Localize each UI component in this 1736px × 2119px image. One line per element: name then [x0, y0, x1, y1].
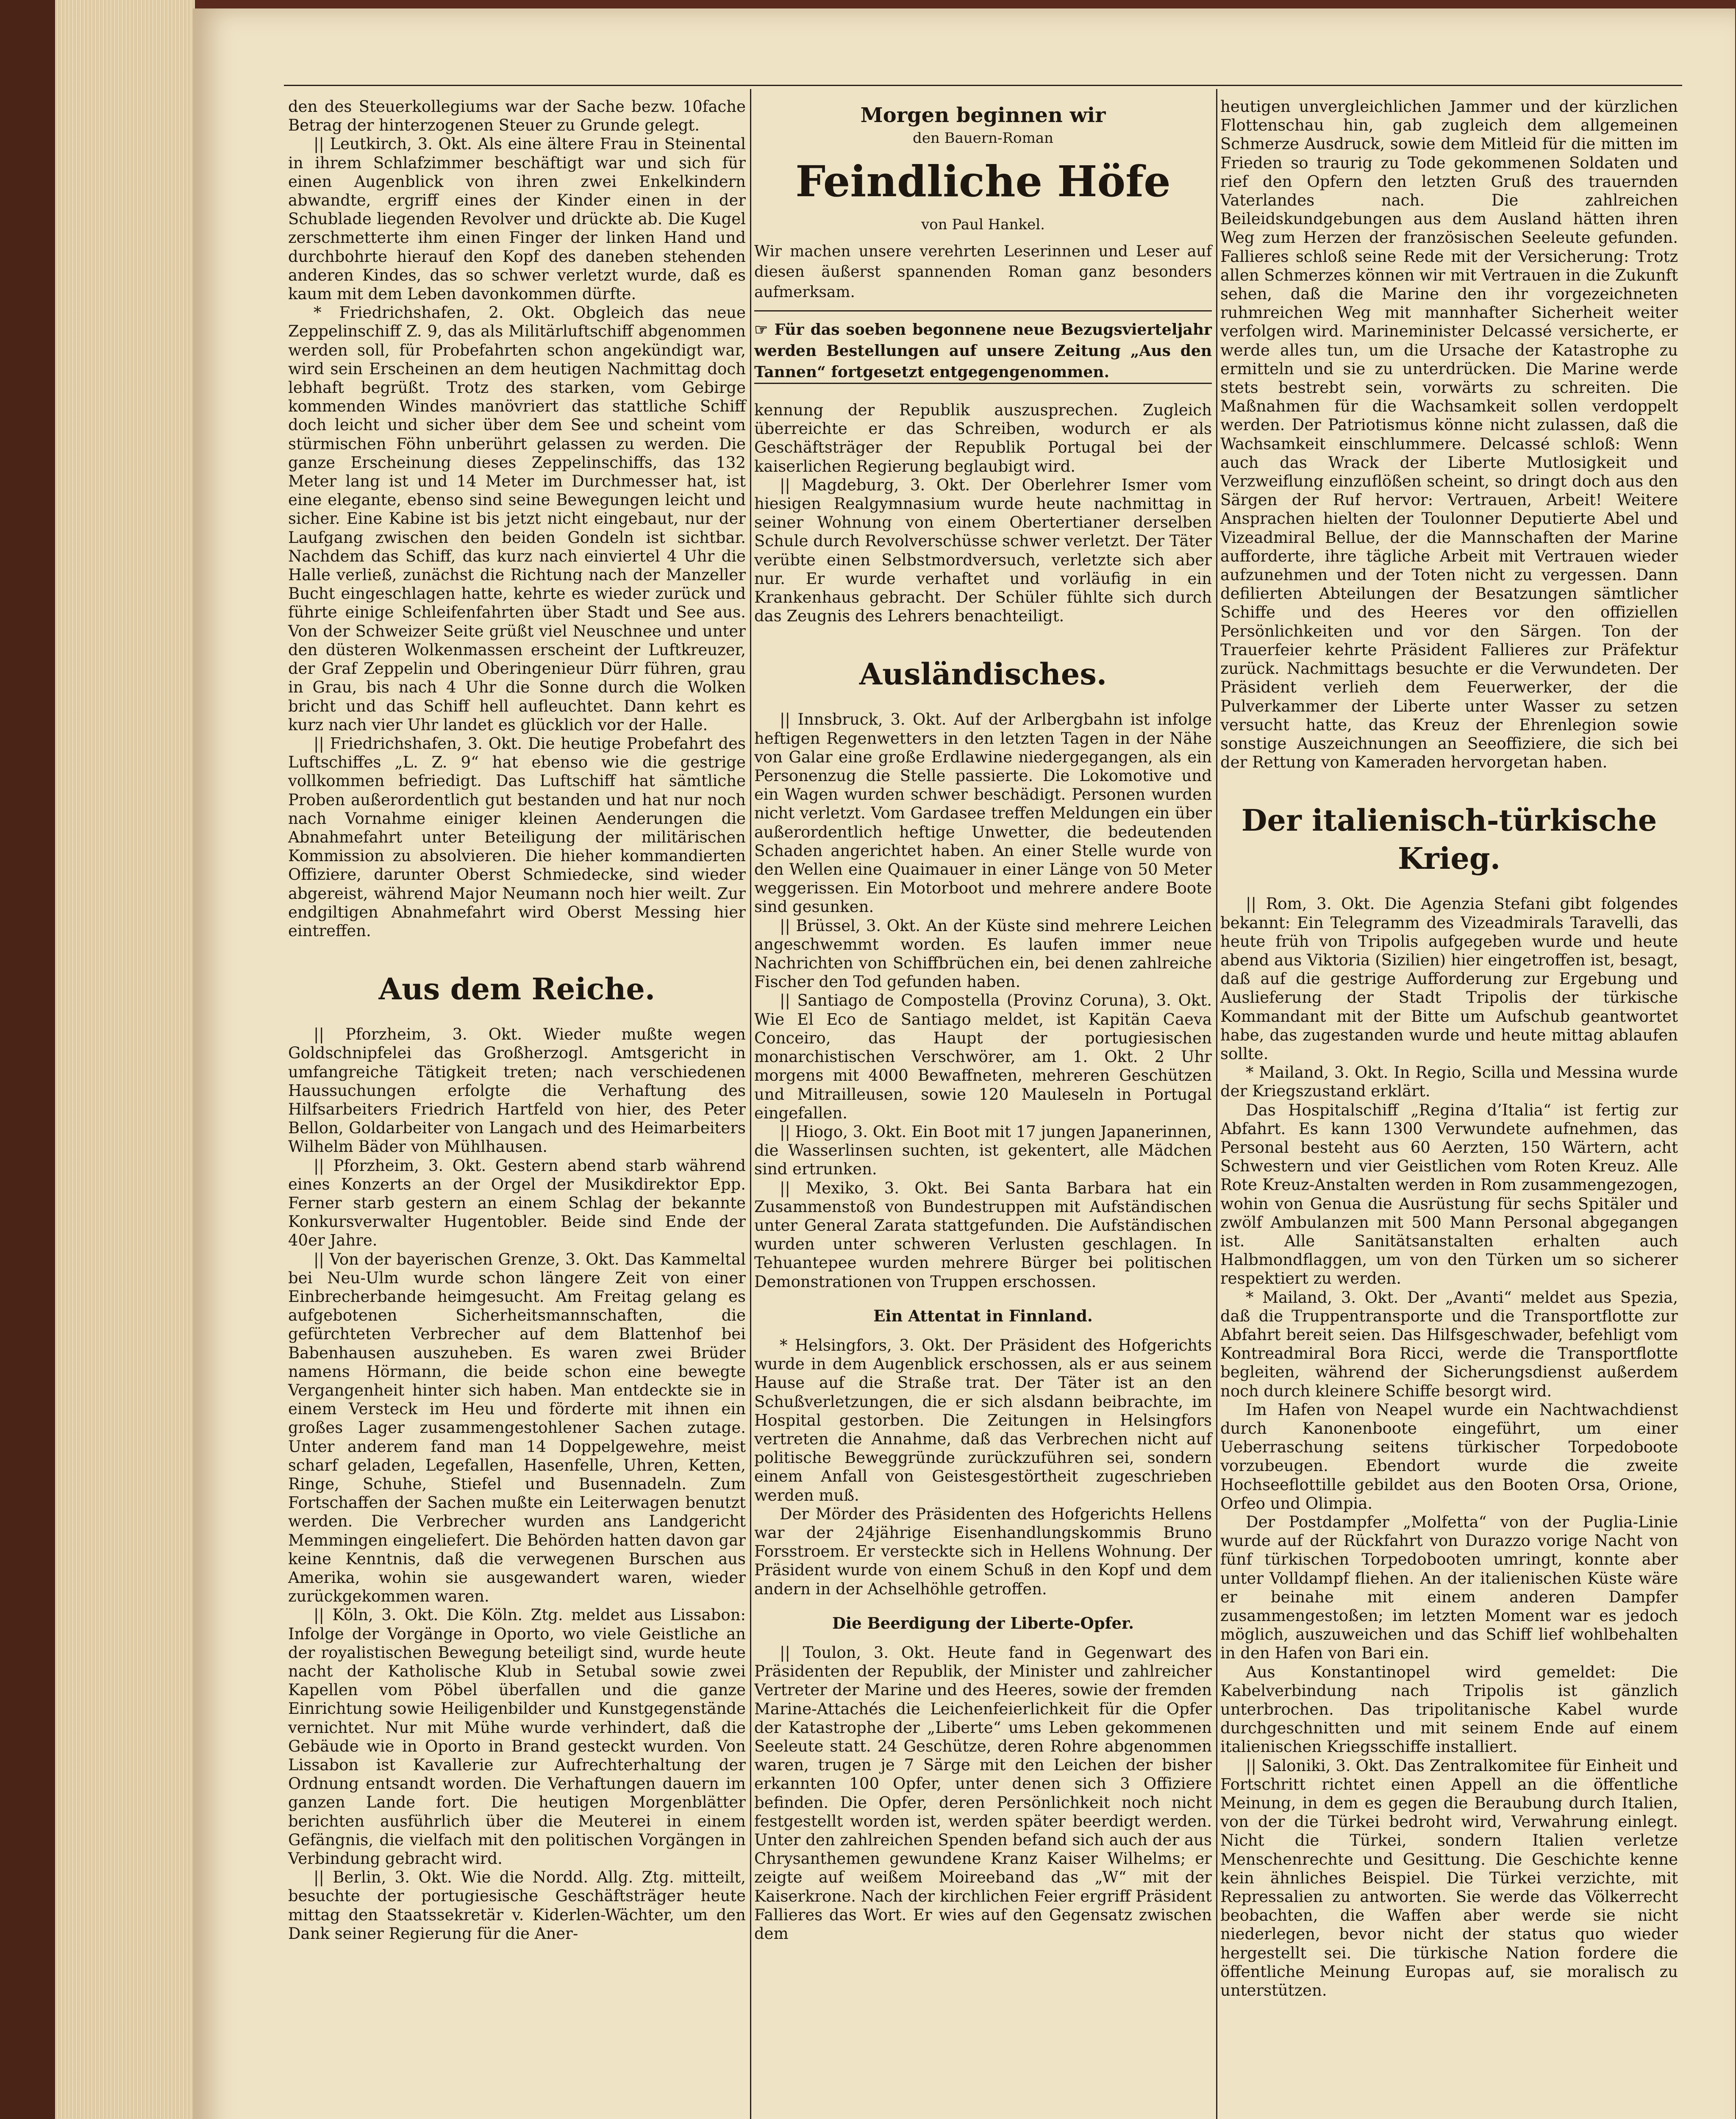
subheading: Die Beerdigung der Liberte-Opfer. [832, 1613, 1134, 1632]
article-text: || Leutkirch, 3. Okt. Als eine ältere Frau in Steinental in ihrem Schlafzimmer beschäftigt war und sich für einen Augenblick von ihren zwei Enkelkindern abwandte, ergriff eines der Kinder einen in der Schublade liegenden Revolver und drückte ab. Die Kugel zerschmetterte ihm einen Finger der linken Hand und durchbohrte hierauf den Kopf des daneben stehenden anderen Kindes, das so schwer verletzt wurde, daß es kaum mit dem Leben davonkommen dürfte. [288, 135, 746, 303]
ad-author: von Paul Hankel. [921, 216, 1045, 233]
article-text: den des Steuerkollegiums war der Sache bezw. 10fache Betrag der hinterzogenen Steuer zu Grunde gelegt. [288, 97, 746, 135]
article-text: Der Mörder des Präsidenten des Hofgerichts Hellens war der 24jährige Eisenhandlungskommis Bruno Forsstroem. Er versteckte sich in Hellens Wohnung. Der Präsident wurde von einem Schuß in den Kopf und dem andern in der Achselhöhle getroffen. [754, 1504, 1212, 1598]
article-text: heutigen unvergleichlichen Jammer und der kürzlichen Flottenschau hin, gab zugleich dem allgemeinen Schmerze Ausdruck, sowie dem Mitleid für die mitten im Frieden so traurig zu Tode gekommenen Soldaten und rief den Opfern den letzten Gruß des trauernden Vaterlandes nach. Die zahlreichen Beileidskundgebungen aus dem Ausland hätten ihren Weg zum Herzen der französischen Seeleute gefunden. Fallieres schloß seine Rede mit der Versicherung: Trotz allen Schmerzes können wir mit Vertrauen in die Zukunft sehen, daß die Marine den ihr vorgezeichneten ruhmreichen Weg mit mannhafter Sicherheit weiter verfolgen wird. Marineminister Delcassé versicherte, er werde alles tun, um die Ursache der Katastrophe zu ermitteln und sie zu unterdrücken. Die Marine werde stets bestrebt sein, vorwärts zu schreiten. Die Maßnahmen für die Wachsamkeit sollen verdoppelt werden. Der Patriotismus könne nicht zulassen, daß die Wachsamkeit einschlummere. Delcassé schloß: Wenn auch das Wrack der Liberte Mutlosigkeit und Verzweiflung einzuflößen scheint, so dringt doch aus den Särgen der Ruf hervor: Vertrauen, Arbeit! Weitere Ansprachen hielten der Toulonner Deputierte Abel und Vizeadmiral Bellue, der die Mannschaften der Marine aufforderte, ihre tägliche Arbeit mit Vertrauen wieder aufzunehmen und der Toten nicht zu vergessen. Dann defilierten Abteilungen der Besatzungen sämtlicher Schiffe und des Heeres vor den offiziellen Persönlichkeiten und vor den Särgen. Ton der Trauerfeier kehrte Präsident Fallieres zur Präfektur zurück. Nachmittags besuchte er die Verwundeten. Der Präsident verlieh dem Feuerwerker, der die Pulverkammer der Liberte unter Wasser zu setzen versucht hatte, das Kreuz der Ehrenlegion sowie sonstige Auszeichnungen an Seeoffiziere, die sich bei der Rettung von Kameraden hervorgetan haben. [1220, 97, 1678, 772]
column-rule [750, 89, 751, 2119]
subheading: Ein Attentat in Finnland. [873, 1306, 1093, 1325]
article-text: || Hiogo, 3. Okt. Ein Boot mit 17 jungen Japanerinnen, die Wasserlinsen suchten, ist gekentert, alle Mädchen sind ertrunken. [754, 1122, 1212, 1179]
article-text: kennung der Republik auszusprechen. Zugleich überreichte er das Schreiben, wodurch er als Geschäftsträger der Republik Portugal bei der kaiserlichen Regierung beglaubigt wird. [754, 401, 1212, 476]
article-text: || Saloniki, 3. Okt. Das Zentralkomitee für Einheit und Fortschritt richtet einen Appell an die öffentliche Meinung, in dem es gegen die Beraubung durch Italien, von der die Türkei bedroht wird, Verwahrung einlegt. Nicht die Türkei, sondern Italien verletze Menschenrechte und Gesittung. Die Geschichte kenne kein ähnliches Beispiel. Die Türkei verzichte, mit Repressalien zu antworten. Sie werde das Völkerrecht beobachten, die Waffen aber werde sie nicht niederlegen, bevor nicht der status quo wieder hergestellt sei. Die türkische Nation fordere die öffentliche Meinung Europas auf, sie moralisch zu unterstützen. [1220, 1756, 1678, 2000]
serial-advertisement [754, 97, 1212, 384]
ad-subline: den Bauern-Roman [913, 130, 1053, 147]
article-text: * Mailand, 3. Okt. In Regio, Scilla und Messina wurde der Kriegszustand erklärt. [1220, 1063, 1678, 1101]
section-heading: Ausländisches. [859, 656, 1107, 692]
column-2 [754, 97, 1212, 1943]
article-text: Im Hafen von Neapel wurde ein Nachtwachdienst durch Kanonenboote eingeführt, um einer Ueberraschung seitens türkischer Torpedoboote vorzubeugen. Ebendort wurde die zweite Hochseeflottille gebildet aus den Booten Orsa, Orione, Orfeo und Olimpia. [1220, 1400, 1678, 1513]
ad-text: Wir machen unsere verehrten Leserinnen und Leser auf diesen äußerst spannenden Roman ganz besonders aufmerksam. [754, 243, 1212, 301]
column-1 [288, 97, 746, 1943]
article-text: * Friedrichshafen, 2. Okt. Obgleich das neue Zeppelinschiff Z. 9, das als Militärluftschiff abgenommen werden soll, für Probefahrten schon angekündigt war, wird sein Erscheinen an dem heutigen Nachmittag doch lebhaft begrüßt. Trotz des starken, vom Gebirge kommenden Windes manövriert das stattliche Schiff doch leicht und sicher über dem See und scheint vom stürmischen Föhn unberührt gelassen zu werden. Die ganze Erscheinung dieses Zeppelinschiffs, das 132 Meter lang ist und 14 Meter im Durchmesser hat, ist eine elegante, ebenso sind seine Bewegungen leicht und sicher. Eine Kabine ist bis jetzt nicht eingebaut, nur der Laufgang zwischen den beiden Gondeln ist sichtbar. Nachdem das Schiff, das kurz nach einviertel 4 Uhr die Halle verließ, zunächst die Richtung nach der Manzeller Bucht eingeschlagen hatte, kehrte es wieder zurück und führte einige Schleifenfahrten über Stadt und See aus. Von der Schweizer Seite grüßt viel Neuschnee und unter den düsteren Wolkenmassen erscheint der Luftkreuzer, der Graf Zeppelin und Oberingenieur Dürr führen, grau in Grau, bis nach 4 Uhr die Sonne durch die Wolken bricht und das Schiff hell aufleuchtet. Dann kehrt es kurz nach vier Uhr landet es glücklich vor der Halle. [288, 303, 746, 734]
article-text: || Innsbruck, 3. Okt. Auf der Arlbergbahn ist infolge heftigen Regenwetters in den letzten Tagen in der Nähe von Galar eine große Erdlawine niedergegangen, als ein Personenzug die Stelle passierte. Die Lokomotive und ein Wagen wurden schwer beschädigt. Personen wurden nicht verletzt. Vom Gardasee treffen Meldungen ein über außerordentlich heftige Unwetter, die bedeutenden Schaden angerichtet haben. An einer Stelle wurde von den Wellen eine Quaimauer in einer Länge von 50 Meter weggerissen. Ein Motorboot und mehrere andere Boote sind gesunken. [754, 710, 1212, 916]
article-text: Aus Konstantinopel wird gemeldet: Die Kabelverbindung nach Tripolis ist gänzlich unterbrochen. Das tripolitanische Kabel wurde durchgeschnitten und mit seinem Ende auf einem italienischen Kriegsschiffe installiert. [1220, 1663, 1678, 1756]
section-heading: Aus dem Reiche. [378, 971, 656, 1007]
article-text: || Magdeburg, 3. Okt. Der Oberlehrer Ismer vom hiesigen Realgymnasium wurde heute nachmittag in seiner Wohnung von einem Obertertianer derselben Schule durch Revolverschüsse schwer verletzt. Der Täter verübte einen Selbstmordversuch, verletzte sich aber nur. Er wurde verhaftet und vorläufig in ein Krankenhaus gebracht. Der Schüler fühlte sich durch das Zeugnis des Lehrers benachteiligt. [754, 476, 1212, 626]
book-binding [0, 0, 55, 2119]
article-text: * Mailand, 3. Okt. Der „Avanti“ meldet aus Spezia, daß die Truppentransporte und die Transportflotte zur Abfahrt bereit seien. Das Hilfsgeschwader, befehligt vom Kontreadmiral Bora Ricci, werde die Transportflotte begleiten, während der Sicherungsdienst außerdem noch durch kleinere Schiffe besorgt wird. [1220, 1288, 1678, 1400]
article-text: || Toulon, 3. Okt. Heute fand in Gegenwart des Präsidenten der Republik, der Minister und zahlreicher Vertreter der Marine und des Heeres, sowie der fremden Marine-Attachés die Leichenfeierlichkeit für die Opfer der Katastrophe der „Liberte“ ums Leben gekommenen Seeleute statt. 24 Geschütze, deren Rohre abgenommen waren, trugen je 7 Särge mit den Leichen der bisher erkannten 100 Opfer, unter denen sich 3 Offiziere befinden. Die Opfer, deren Persönlichkeit noch nicht festgestellt worden ist, werden später beerdigt werden. Unter den zahlreichen Spenden befand sich auch der aus Chrysanthemen gewundene Kranz Kaiser Wilhelms; er zeigte auf weißem Moireeband das „W“ mit der Kaiserkrone. Nach der kirchlichen Feier ergriff Präsident Fallieres das Wort. Er wies auf den Gegensatz zwischen dem [754, 1643, 1212, 1943]
section-heading: Der italienisch-türkische Krieg. [1241, 803, 1657, 876]
ad-divider [754, 310, 1212, 311]
subscription-note: ☞ Für das soeben begonnene neue Bezugsvierteljahr werden Bestellungen auf unsere Zeitung „Aus den Tannen“ fortgesetzt entgegengenommen. [754, 321, 1212, 381]
top-rule [284, 85, 1682, 86]
article-text: || Rom, 3. Okt. Die Agenzia Stefani gibt folgendes bekannt: Ein Telegramm des Vizeadmirals Taravelli, das heute früh von Tripolis aufgegeben wurde und heute abend aus Viktoria (Sizilien) hier eingetroffen ist, besagt, daß auf die gestrige Aufforderung zur Ergebung und Auslieferung der Stadt Tripolis der türkische Kommandant mit der Bitte um Aufschub geantwortet habe, das zugestanden wurde und heute mittag ablaufen sollte. [1220, 895, 1678, 1063]
article-text: || Von der bayerischen Grenze, 3. Okt. Das Kammeltal bei Neu-Ulm wurde schon längere Zeit von einer Einbrecherbande heimgesucht. Am Freitag gelang es aufgebotenen Sicherheitsmannschaften, die gefürchteten Verbrecher auf dem Blattenhof bei Babenhausen auszuheben. Es waren zwei Brüder namens Hörmann, die beide schon eine bewegte Vergangenheit hinter sich haben. Man entdeckte sie in einem Versteck im Heu und förderte mit ihnen ein großes Lager zusammengestohlener Sachen zutage. Unter anderem fand man 14 Doppelgewehre, meist scharf geladen, Legefallen, Hasenfelle, Uhren, Ketten, Ringe, Schuhe, Stiefel und Busennadeln. Zum Fortschaffen der Sachen mußte ein Leiterwagen benutzt werden. Die Verbrecher wurden ans Landgericht Memmingen eingeliefert. Die Behörden hatten davon gar keine Kenntnis, daß die verwegenen Burschen aus Amerika, wohin sie ausgewandert waren, wieder zurückgekommen waren. [288, 1250, 746, 1606]
article-text: || Pforzheim, 3. Okt. Gestern abend starb während eines Konzerts an der Orgel der Musikdirektor Epp. Ferner starb gestern an einem Schlag der bekannte Konkursverwalter Hugentobler. Beide sind Ende der 40er Jahre. [288, 1156, 746, 1250]
article-text: || Mexiko, 3. Okt. Bei Santa Barbara hat ein Zusammenstoß von Bundestruppen mit Aufständischen unter General Zarata stattgefunden. Die Aufständischen wurden unter schweren Verlusten geschlagen. In Tehuantepee wurden mehrere Bürger bei politischen Demonstrationen von Truppen erschossen. [754, 1179, 1212, 1291]
ad-headline: Morgen beginnen wir [860, 103, 1106, 127]
article-text: Das Hospitalschiff „Regina d’Italia“ ist fertig zur Abfahrt. Es kann 1300 Verwundete aufnehmen, das Personal besteht aus 60 Aerzten, 150 Wärtern, acht Schwestern und vier Geistlichen vom Roten Kreuz. Alle Rote Kreuz-Anstalten werden in Rom zusammengezogen, wohin von Genua die Ausrüstung für sechs Spitäler und zwölf Ambulanzen mit 500 Mann Personal abgegangen ist. Alle Sanitätsanstalten erhalten auch Halbmondflaggen, um von den Türken um so sicherer respektiert zu werden. [1220, 1101, 1678, 1288]
ad-title: Feindliche Höfe [795, 156, 1171, 206]
column-rule [1216, 89, 1217, 2119]
article-text: || Pforzheim, 3. Okt. Wieder mußte wegen Goldschnipfelei das Großherzogl. Amtsgericht in umfangreiche Tätigkeit treten; nach verschiedenen Haussuchungen erfolgte die Verhaftung des Hilfsarbeiters Friedrich Hartfeld von hier, des Peter Bellon, Goldarbeiter von Langach und des Heimarbeiters Wilhelm Bäder von Mühlhausen. [288, 1025, 746, 1156]
ad-bottom-rule [754, 383, 1212, 384]
column-3 [1220, 97, 1678, 2000]
article-text: || Brüssel, 3. Okt. An der Küste sind mehrere Leichen angeschwemmt worden. Es laufen immer neue Nachrichten von Schiffbrüchen ein, bei denen zahlreiche Fischer den Tod gefunden haben. [754, 916, 1212, 991]
article-text: Der Postdampfer „Molfetta“ von der Puglia-Linie wurde auf der Rückfahrt von Durazzo vorige Nacht von fünf türkischen Torpedobooten umringt, konnte aber unter Volldampf fliehen. An der italienischen Küste wäre er beinahe mit einem anderen Dampfer zusammengestoßen; im letzten Moment war es jedoch möglich, auszuweichen und das Schiff lief wohlbehalten in den Hafen von Bari ein. [1220, 1513, 1678, 1663]
article-text: * Helsingfors, 3. Okt. Der Präsident des Hofgerichts wurde in dem Augenblick erschossen, als er aus seinem Hause auf die Straße trat. Der Täter ist an den Schußverletzungen, die er sich alsdann beibrachte, im Hospital gestorben. Die Zeitungen in Helsingfors vertreten die Annahme, daß das Verbrechen nicht auf politische Beweggründe zurückzuführen sei, sondern einem Anfall von Geistesgestörtheit zugeschrieben werden muß. [754, 1336, 1212, 1504]
article-text: || Santiago de Compostella (Provinz Coruna), 3. Okt. Wie El Eco de Santiago meldet, ist Kapitän Caeva Conceiro, das Haupt der portugiesischen monarchistischen Verschwörer, am 1. Okt. 2 Uhr morgens mit 4000 Bewaffneten, mehreren Geschützen und Mitrailleusen, sowie 120 Mauleseln in Portugal eingefallen. [754, 991, 1212, 1122]
page-edges [55, 0, 195, 2119]
article-text: || Köln, 3. Okt. Die Köln. Ztg. meldet aus Lissabon: Infolge der Vorgänge in Oporto, wo viele Geistliche an der royalistischen Bewegung beteiligt sind, wurde heute nacht der Katholische Klub in Setubal sowie zwei Kapellen vom Pöbel überfallen und die ganze Einrichtung sowie Heiligenbilder und Kunstgegenstände vernichtet. Nur mit Mühe wurde verhindert, daß die Gebäude wie in Oporto in Brand gesteckt wurden. Von Lissabon ist Kavallerie zur Aufrechterhaltung der Ordnung entsandt worden. Die Verhaftungen dauern im ganzen Lande fort. Die heutigen Morgenblätter berichten ausführlich über die Meuterei in einem Gefängnis, die vielfach mit den politischen Vorgängen in Verbindung gebracht wird. [288, 1606, 746, 1868]
article-text: || Berlin, 3. Okt. Wie die Nordd. Allg. Ztg. mitteilt, besuchte der portugiesische Geschäftsträger heute mittag den Staatssekretär v. Kiderlen-Wächter, um den Dank seiner Regierung für die Aner- [288, 1868, 746, 1943]
article-text: || Friedrichshafen, 3. Okt. Die heutige Probefahrt des Luftschiffes „L. Z. 9“ hat ebenso wie die gestrige vollkommen befriedigt. Das Luftschiff hat sämtliche Proben außerordentlich gut bestanden und hat nur noch nach Vornahme einiger kleinen Aenderungen die Abnahmefahrt unter Beteiligung der militärischen Kommission zu absolvieren. Die hieher kommandierten Offiziere, darunter Oberst Schmiedecke, sind wieder abgereist, während Major Neumann noch hier weilt. Zur endgiltigen Abnahmefahrt wird Oberst Messing hier eintreffen. [288, 734, 746, 940]
